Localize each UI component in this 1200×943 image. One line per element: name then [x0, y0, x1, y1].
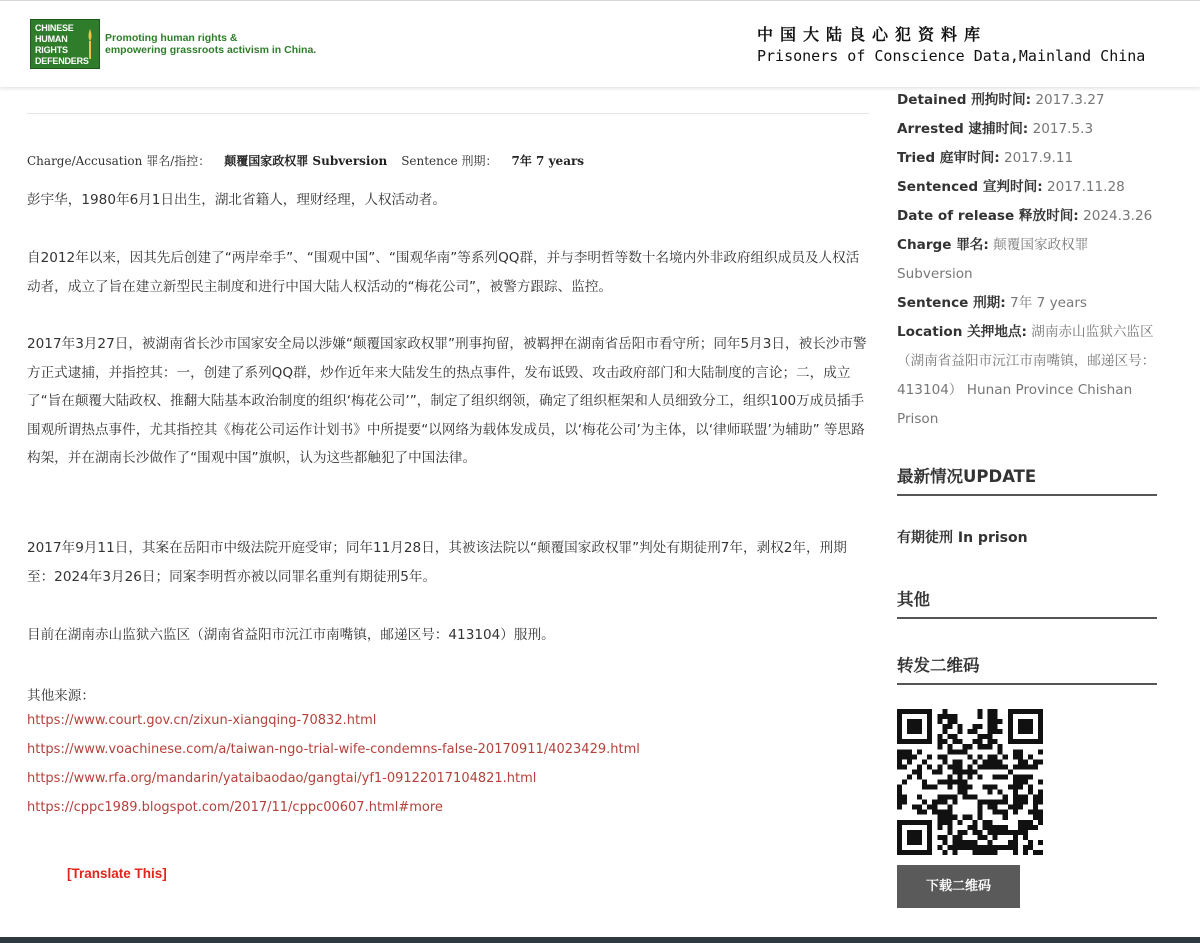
prisoner-info [897, 86, 1159, 434]
status-text: 有期徒刑 In prison [897, 530, 1028, 546]
site-header [0, 0, 1200, 87]
source-link[interactable]: https://www.court.gov.cn/zixun-xiangqing-70832.html [27, 713, 377, 728]
info-detained: Detained 刑拘时间: 2017.3.27 [897, 92, 1105, 108]
info-tried: Tried 庭审时间: 2017.9.11 [897, 150, 1074, 166]
other-heading: 其他 [897, 586, 1157, 619]
paragraph-current: 目前在湖南赤山监狱六监区（湖南省益阳市沅江市南嘴镇，邮递区号：413104）服刑。 [27, 627, 555, 643]
charge-summary [27, 152, 584, 169]
flame-icon [87, 29, 93, 59]
source-link[interactable]: https://cppc1989.blogspot.com/2017/11/cppc00607.html#more [27, 800, 443, 815]
info-sentenced: Sentenced 宣判时间: 2017.11.28 [897, 179, 1125, 195]
sentence-label: Sentence 刑期： [401, 154, 498, 168]
paragraph-background: 自2012年以来，因其先后创建了“两岸牵手”、“围观中国”、“围观华南”等系列QQ群，并与李明哲等数十名境内外非政府组织成员及人权活动者，成立了旨在建立新型民主制度和进行中国大陆人权活动的“梅花公司”，被警方跟踪、监控。 [27, 250, 860, 295]
charge-value: 颠覆国家政权罪 Subversion [224, 154, 388, 168]
qr-heading: 转发二维码 [897, 652, 1157, 685]
site-title: 中国大陆良心犯资料库 [757, 25, 988, 44]
source-link[interactable]: https://www.rfa.org/mandarin/yataibaodao/gangtai/yf1-09122017104821.html [27, 771, 537, 786]
site-subtitle: Prisoners of Conscience Data,Mainland China [757, 47, 1146, 65]
update-heading: 最新情况UPDATE [897, 463, 1157, 496]
info-sentence: Sentence 刑期: 7年 7 years [897, 295, 1087, 311]
info-charge: Charge 罪名: 颠覆国家政权罪 Subversion [897, 237, 1089, 282]
info-location: Location 关押地点: 湖南赤山监狱六监区（湖南省益阳市沅江市南嘴镇，邮递区号：413104） Hunan Province Chishan Prison [897, 324, 1156, 427]
download-qr-button[interactable]: 下载二维码 [897, 865, 1020, 908]
translate-link[interactable]: [Translate This] [67, 866, 167, 881]
footer-bar [0, 937, 1200, 943]
paragraph-bio: 彭宇华，1980年6月1日出生，湖北省籍人，理财经理，人权活动者。 [27, 192, 446, 208]
qr-code-image [897, 709, 1043, 855]
divider [27, 113, 869, 114]
sentence-value: 7年 7 years [511, 154, 585, 168]
info-arrested: Arrested 逮捕时间: 2017.5.3 [897, 121, 1094, 137]
logo-tagline: Promoting human rights & empowering grassroots activism in China. [105, 32, 317, 56]
source-link[interactable]: https://www.voachinese.com/a/taiwan-ngo-trial-wife-condemns-false-20170911/4023429.html [27, 742, 640, 757]
logo-wordmark: CHINESE HUMAN RIGHTS DEFENDERS [35, 23, 89, 66]
chrd-logo[interactable] [30, 19, 100, 69]
charge-label: Charge/Accusation 罪名/指控： [27, 154, 211, 168]
info-release: Date of release 释放时间: 2024.3.26 [897, 208, 1153, 224]
sources-label: 其他来源： [27, 688, 95, 704]
paragraph-trial: 2017年9月11日，其案在岳阳市中级法院开庭受审；同年11月28日，其被该法院以“颠覆国家政权罪”判处有期徒刑7年，剥权2年，刑期至：2024年3月26日；同案李明哲亦被以同罪名重判有期徒刑5年。 [27, 540, 847, 585]
paragraph-detention: 2017年3月27日，被湖南省长沙市国家安全局以涉嫌“颠覆国家政权罪”刑事拘留，被羁押在湖南省岳阳市看守所；同年5月3日，被长沙市警方正式逮捕，并指控其：一，创建了系列QQ群，炒作近年来大陆发生的热点事件，发布诋毁、攻击政府部门和大陆制度的言论；二，成立了“旨在颠覆大陆政权、推翻大陆基本政治制度的组织‘梅花公司’”，制定了组织纲领，确定了组织框架和人员细致分工，组织100万成员插手围观所谓热点事件，尤其指控其《梅花公司运作计划书》中所提要“以网络为载体发成员，以‘梅花公司’为主体，以‘律师联盟’为辅助” 等思路构架，并在湖南长沙做作了“围观中国”旗帜，认为这些都触犯了中国法律。 [27, 336, 867, 466]
